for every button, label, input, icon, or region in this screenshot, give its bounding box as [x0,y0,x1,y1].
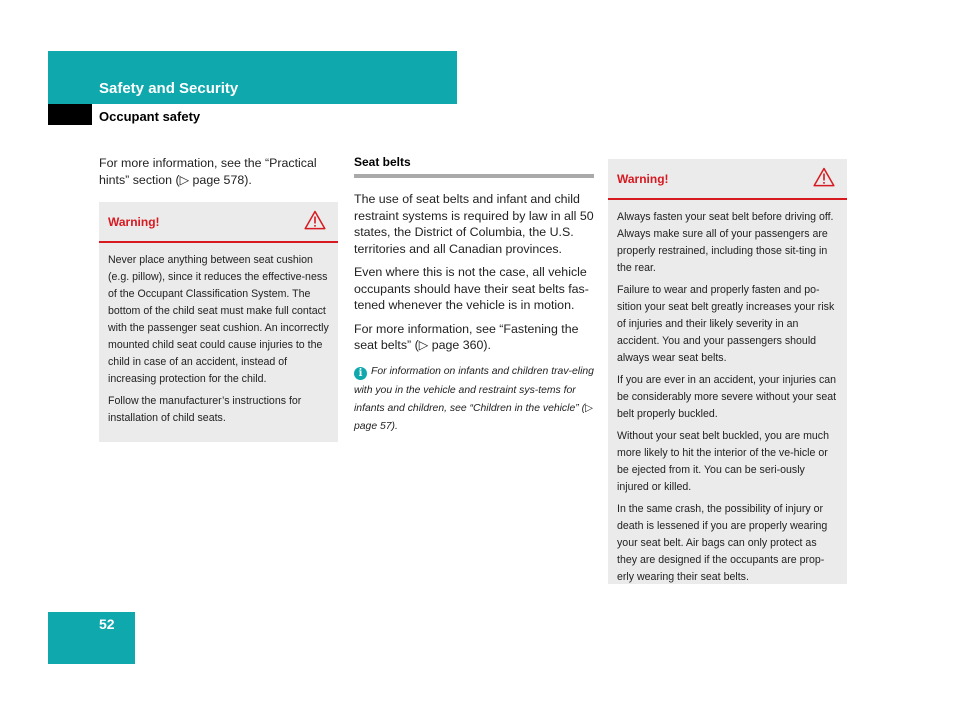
info-icon: i [354,367,367,380]
body-paragraph: Even where this is not the case, all vehicle occupants should have their seat belts fas-tened whenever the vehicle is in motion. [354,265,589,312]
page-number-tab [48,612,135,664]
warning-triangle-icon [304,210,326,230]
body-paragraph: For more information, see “Fastening the seat belts” (▷ page 360). [354,321,579,352]
header-band [48,51,457,104]
warning-header [608,159,847,200]
warning-paragraph: Failure to wear and properly fasten and po-sition your seat belt greatly increases your risk of injuries and their likely severity in an accident. You and your passengers should always wear seat belts. [617,284,835,364]
warning-label: Warning! [108,215,160,229]
warning-paragraph: Without your seat belt buckled, you are much more likely to hit the interior of the ve-hicle or be ejected from it. You can be seri-ously injured or killed. [617,430,829,493]
warning-paragraph: Always fasten your seat belt before driving off. Always make sure all of your passengers are properly restrained, including those sit-ting in the rear. [617,211,834,274]
warning-paragraph: In the same crash, the possibility of injury or death is lessened if you are properly wearing your seat belt. Air bags can only protect as they are designed if the occupants are prop-erly wearing their seat belts. [617,503,828,583]
column-2 [354,155,594,434]
section-title: Occupant safety [99,109,201,124]
warning-paragraph: Never place anything between seat cushion (e.g. pillow), since it reduces the effective-ness of the Occupant Classification System. The bottom of the child seat must make full contact with the passenger seat cushion. An incorrectly mounted child seat could cause injuries to the child in case of an accident, instead of increasing protection for the child. [108,254,329,385]
intro-text: For more information, see the “Practical hints” section (▷ page 578). [99,156,317,187]
body-paragraph: The use of seat belts and infant and child restraint systems is required by law in all 50 states, the District of Columbia, the U.S. territories and all Canadian provinces. [354,192,594,256]
chapter-title: Safety and Security [99,80,239,97]
info-note [354,361,594,435]
warning-paragraph: If you are ever in an accident, your injuries can be considerably more severe without your seat belt properly buckled. [617,374,837,420]
warning-box-seat-belts [608,159,847,584]
warning-box-child-seat [99,202,338,442]
warning-paragraph: Follow the manufacturer’s instructions for installation of child seats. [108,395,302,424]
page-number: 52 [99,616,115,632]
warning-label: Warning! [617,172,669,186]
seat-belts-heading: Seat belts [354,155,594,178]
section-tab-marker [48,104,92,125]
info-note-text: For information on infants and children trav-eling with you in the vehicle and restraint sys-tems for infants and children, see “Children in the vehicle” (▷ page 57). [354,365,594,433]
warning-header [99,202,338,243]
column-1 [99,155,339,195]
warning-triangle-icon [813,167,835,187]
warning-body [99,243,338,438]
warning-body [608,200,847,597]
